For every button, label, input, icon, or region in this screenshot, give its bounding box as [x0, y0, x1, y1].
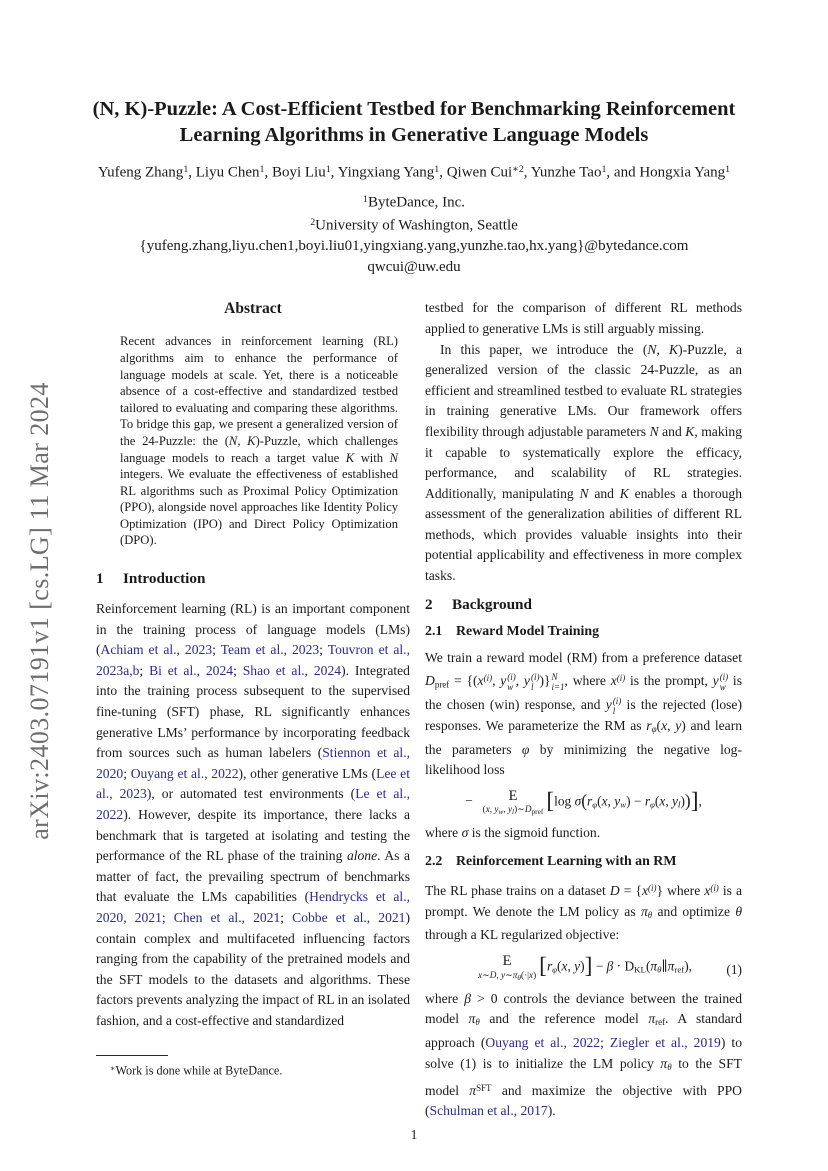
styled-text-span: N: [649, 423, 659, 439]
styled-text-span: (: [581, 790, 588, 811]
styled-text-span: x: [704, 883, 711, 899]
styled-text-span: 1: [259, 164, 265, 175]
styled-text-span: r: [644, 793, 651, 809]
styled-text-span: 1: [434, 164, 440, 175]
math-substack: (i) w: [719, 672, 729, 692]
citation-link[interactable]: Shao et al., 2024: [242, 662, 342, 678]
styled-text-span: y: [494, 804, 499, 815]
styled-text-span: ): [684, 790, 691, 811]
styled-text-span: N: [389, 450, 399, 465]
styled-text-span: x: [641, 883, 648, 899]
styled-text-span: K: [619, 485, 629, 501]
styled-text-span: θ: [657, 964, 662, 975]
styled-text-span: K: [345, 450, 355, 465]
rl-phase-paragraph: The RL phase trains on a dataset $D = \{x^{(i)}\}$ where $x^{(i)}$ is a prompt. We denote the LM policy as πθ and optimize θ through a KL regularized objective:: [425, 883, 742, 943]
left-column: [96, 298, 410, 1121]
sigmoid-note-paragraph: where σ is the sigmoid function.: [425, 825, 601, 841]
styled-text-span: φ: [592, 799, 598, 810]
styled-text-span: φ: [521, 741, 530, 757]
abstract-heading: Abstract: [224, 300, 282, 318]
section-2-2-heading: [425, 854, 742, 870]
styled-text-span: x: [659, 793, 666, 809]
styled-text-span: (i): [710, 883, 719, 894]
affiliation-line-bytedance: $^1$ByteDance, Inc.: [363, 194, 465, 211]
styled-text-span: π: [650, 958, 658, 974]
styled-text-span: π: [660, 1055, 668, 1071]
styled-text-span: alone: [346, 848, 378, 864]
styled-text-span: x: [528, 969, 534, 980]
citation-link[interactable]: Schulman et al., 2017: [429, 1103, 548, 1119]
section-2-title: Background: [452, 595, 532, 613]
reward-model-paragraph: We train a reward model (RM) from a preference dataset Dpref = {($x^{(i)}$, y (i) w , y (i) l )} N i=1 , where $x^{(i)}$ is the prompt, y (i) w is the chosen (win) response, and y (i) l is the rejected (lose) responses. We parameterize the RM as rφ(x, y) and learn the parameters φ by minimizing the negative log-likelihood loss: [425, 649, 743, 778]
citation-link[interactable]: Team et al., 2023: [220, 642, 320, 658]
footnote-rule: [96, 1055, 168, 1056]
equation-kl-objective: [425, 954, 742, 981]
styled-text-span: N, K: [228, 433, 256, 448]
styled-text-span: w: [620, 799, 627, 810]
styled-text-span: θ: [647, 909, 653, 920]
expectation-with-limits: E x∼D, $y\sim\pi_\theta(\cdot|x)$: [478, 953, 537, 982]
styled-text-span: y: [574, 958, 581, 974]
citation-link[interactable]: Ziegler et al., 2019: [609, 1035, 721, 1051]
footnote-block: [96, 1050, 410, 1079]
intro-second-paragraph: In this paper, we introduce the (N, K)-Puzzle, a generalized version of the classic 24-Puzzle, as an efficient and streamlined testbed to evaluate RL strategies in training generative LMs. Our framework offers flexibility through adjustable parameters N and K, making it capable to systematically explore the efficacy, performance, and scalability of RL strategies. Additionally, manipulating N and K enables a thorough assessment of the generalization abilities of different RL methods, which provides valuable insights into their potential applicability and effectiveness in more complex tasks.: [425, 341, 743, 584]
styled-text-span: θ: [517, 972, 522, 982]
styled-text-span: β: [606, 958, 614, 974]
styled-text-span: K: [685, 423, 695, 439]
styled-text-span: x: [561, 958, 568, 974]
section-2-1-title: Reward Model Training: [456, 623, 600, 639]
styled-text-span: φ: [552, 964, 558, 975]
math-substack: (i) l: [612, 696, 622, 716]
styled-text-span: x: [477, 673, 484, 689]
styled-text-span: π: [468, 1011, 476, 1027]
styled-text-span: pref: [434, 679, 450, 690]
styled-text-span: θ: [735, 903, 742, 919]
right-column: [425, 298, 742, 1121]
styled-text-span: x: [661, 717, 668, 733]
styled-text-span: 1: [183, 164, 189, 175]
styled-text-span: φ: [650, 799, 655, 810]
styled-text-span: σ: [461, 825, 469, 841]
styled-text-span: ]: [690, 787, 699, 814]
styled-text-span: l: [512, 807, 515, 817]
styled-text-span: x: [601, 793, 608, 809]
styled-text-span: ref: [674, 964, 685, 975]
equation-number: (1): [726, 962, 742, 978]
section-2-heading: [425, 596, 742, 614]
arxiv-stamp: arXiv:2403.07191v1 [cs.LG] 11 Mar 2024: [25, 382, 54, 840]
styled-text-span: ]: [584, 952, 593, 979]
citation-link[interactable]: Lee et al., 2023: [96, 765, 410, 802]
citation-link[interactable]: Cobbe et al., 2021: [292, 909, 406, 925]
styled-text-span: (i): [647, 883, 657, 894]
equation-kl-objective-content: E x∼D, $y\sim\pi_\theta(\cdot|x)$ [rφ(x, y)] − β · DKL(πθ∥πref),: [478, 952, 692, 982]
paper-title: (N, K)-Puzzle: A Cost-Efficient Testbed for Benchmarking Reinforcement Learning Algorithms in Generative Language Models: [92, 98, 736, 146]
styled-text-span: y: [672, 793, 678, 809]
math-substack: N i=1: [551, 672, 565, 692]
styled-text-span: π: [469, 1082, 477, 1098]
styled-text-span: β: [464, 990, 472, 1006]
styled-text-span: 1: [725, 164, 731, 175]
footnote-marker: ∗: [110, 1064, 116, 1073]
styled-text-span: KL: [634, 964, 646, 975]
styled-text-span: pref: [531, 807, 544, 817]
section-1-number: 1: [96, 570, 104, 588]
citation-link[interactable]: Ouyang et al., 2022: [485, 1035, 601, 1051]
styled-text-span: D: [425, 673, 435, 689]
styled-text-span: ref: [655, 1017, 666, 1028]
section-2-number: 2: [425, 595, 433, 613]
kl-explanation-paragraph: where β > 0 controls the deviance between the trained model πθ and the reference model πref. A standard approach (Ouyang et al., 2022; Ziegler et al., 2019) to solve (1) is to initialize the LM policy πθ to the SFT model $\pi^{SFT}$ and maximize the objective with PPO (Schulman et al., 2017).: [425, 990, 742, 1119]
footnote-text: [96, 1061, 410, 1079]
styled-text-span: x: [610, 673, 617, 689]
styled-text-span: θ: [667, 1062, 672, 1072]
styled-text-span: [: [539, 952, 547, 979]
citation-link[interactable]: Touvron et al., 2023a,b: [96, 642, 410, 678]
section-2-1-number: 2.1: [425, 623, 443, 639]
styled-text-span: D: [609, 883, 620, 899]
styled-text-span: y: [500, 673, 507, 689]
affiliation-line-uw: $^2$University of Washington, Seattle: [310, 217, 518, 234]
section-1-heading: [96, 570, 410, 588]
citation-link[interactable]: Chen et al., 2021: [173, 909, 281, 925]
styled-text-span: y: [605, 697, 612, 713]
styled-text-span: y: [712, 673, 719, 689]
styled-text-span: 2: [310, 217, 316, 229]
styled-text-span: r: [646, 717, 652, 733]
affiliations-block: [0, 190, 828, 277]
styled-text-span: r: [587, 793, 593, 809]
styled-text-span: −: [465, 793, 473, 809]
styled-text-span: π: [512, 969, 518, 980]
citation-link[interactable]: Hendrycks et al., 2020: [96, 889, 410, 925]
styled-text-span: 1: [601, 164, 607, 175]
section-1-title: Introduction: [123, 570, 206, 588]
styled-text-span: σ: [574, 793, 582, 809]
styled-text-span: (i): [483, 673, 493, 684]
styled-text-span: l: [678, 799, 681, 810]
abstract-body: Recent advances in reinforcement learning (RL) algorithms aim to enhance the performance of language models at scale. Yet, there is a noticeable absence of a cost-effective and standardized testbed tailored to evaluating and comparing these algorithms. To bridge this gap, we present a generalized version of the 24-Puzzle: the (N, K)-Puzzle, which challenges language models to reach a target value K with N integers. We evaluate the effectiveness of established RL algorithms such as Proximal Policy Optimization (PPO), alongside novel approaches like Identity Policy Optimization (IPO) and Direct Policy Optimization (DPO).: [120, 334, 399, 548]
styled-text-span: [: [546, 787, 555, 814]
email-line-bytedance: {yufeng.zhang,liyu.chen1,boyi.liu01,yingxiang.yang,yunzhe.tao,hx.yang}@bytedance.com: [139, 238, 689, 255]
styled-text-span: ∗2: [512, 164, 524, 175]
equation-reward-loss: [425, 789, 742, 816]
styled-text-span: 1: [363, 194, 368, 206]
citation-link[interactable]: Bi et al., 2024: [149, 662, 234, 678]
styled-text-span: π: [667, 958, 675, 974]
styled-text-span: π: [648, 1011, 656, 1027]
section-2-1-heading: [425, 624, 742, 640]
styled-text-span: x: [485, 804, 490, 815]
math-substack: (i) l: [530, 672, 540, 692]
citation-link[interactable]: 2021: [134, 909, 162, 925]
section-2-2-number: 2.2: [425, 854, 443, 870]
styled-text-span: N, K: [647, 341, 679, 357]
section-2-2-title: Reinforcement Learning with an RM: [456, 854, 677, 870]
citation-link[interactable]: Stiennon et al., 2020: [96, 745, 410, 781]
styled-text-span: y: [614, 793, 621, 809]
styled-text-span: (i): [616, 673, 626, 684]
styled-text-span: x: [478, 969, 483, 980]
styled-text-span: w: [498, 807, 504, 817]
math-substack: (i) w: [507, 672, 516, 692]
author-line: Yufeng Zhang$^1$, Liyu Chen$^1$, Boyi Liu$^1$, Yingxiang Yang$^1$, Qiwen Cui$^{∗2}$, Yunzhe Tao$^1$, and Hongxia Yang$^1$: [97, 164, 731, 181]
styled-text-span: r: [546, 958, 553, 974]
styled-text-span: D: [489, 969, 497, 980]
footnote-body: Work is done while at ByteDance.: [115, 1063, 283, 1078]
citation-link[interactable]: Achiam et al., 2023: [100, 642, 213, 658]
styled-text-span: 1: [325, 164, 331, 175]
intro-paragraph: Reinforcement learning (RL) is an important component in the training process of language models (LMs) (Achiam et al., 2023; Team et al., 2023; Touvron et al., 2023a,b; Bi et al., 2024; Shao et al., 2024). Integrated into the training process subsequent to the supervised fine-tuning (SFT) phase, RL significantly enhances generative LMs’ performance by incorporating feedback from sources such as human labelers (Stiennon et al., 2020; Ouyang et al., 2022), other generative LMs (Lee et al., 2023), or automated test environments (Le et al., 2022). However, despite its importance, there lacks a benchmark that is targeted at isolating and testing the performance of the RL phase of the training alone. As a matter of fact, the prevailing spectrum of benchmarks that evaluate the LMs capabilities (Hendrycks et al., 2020, 2021; Chen et al., 2021; Cobbe et al., 2021) contain complex and multifaceted influencing factors ranging from the capability of the pretrained models and the SFT models to the datasets and algorithms. These factors prevents analyzing the impact of RL in an isolated fashion, and a cost-effective and standardized: [96, 601, 411, 1028]
styled-text-span: φ: [651, 723, 657, 734]
equation-reward-loss-content: − E (x, $y_w$, $y_l)\sim D_{pref}$ [log σ(rφ(x, yw) − rφ(x, yl))],: [465, 787, 702, 817]
styled-text-span: SFT: [476, 1082, 492, 1093]
styled-text-span: y: [523, 673, 530, 689]
styled-text-span: y: [507, 804, 513, 815]
styled-text-span: D: [524, 804, 532, 815]
citation-link[interactable]: Ouyang et al., 2022: [130, 765, 239, 781]
citation-link[interactable]: Le et al., 2022: [96, 786, 410, 823]
page-number: 1: [410, 1127, 418, 1142]
intro-continued-paragraph: testbed for the comparison of different RL methods applied to generative LMs is still arguably missing.: [425, 300, 742, 336]
two-column-body: [96, 298, 743, 1121]
expectation-with-limits: E (x, $y_w$, $y_l)\sim D_{pref}$: [482, 787, 544, 817]
paper-header: [0, 0, 828, 277]
styled-text-span: π: [640, 903, 648, 919]
email-line-uw: qwcui@uw.edu: [367, 258, 461, 275]
styled-text-span: θ: [475, 1017, 480, 1028]
styled-text-span: y: [501, 969, 506, 980]
styled-text-span: N: [579, 485, 589, 501]
styled-text-span: y: [675, 717, 682, 733]
